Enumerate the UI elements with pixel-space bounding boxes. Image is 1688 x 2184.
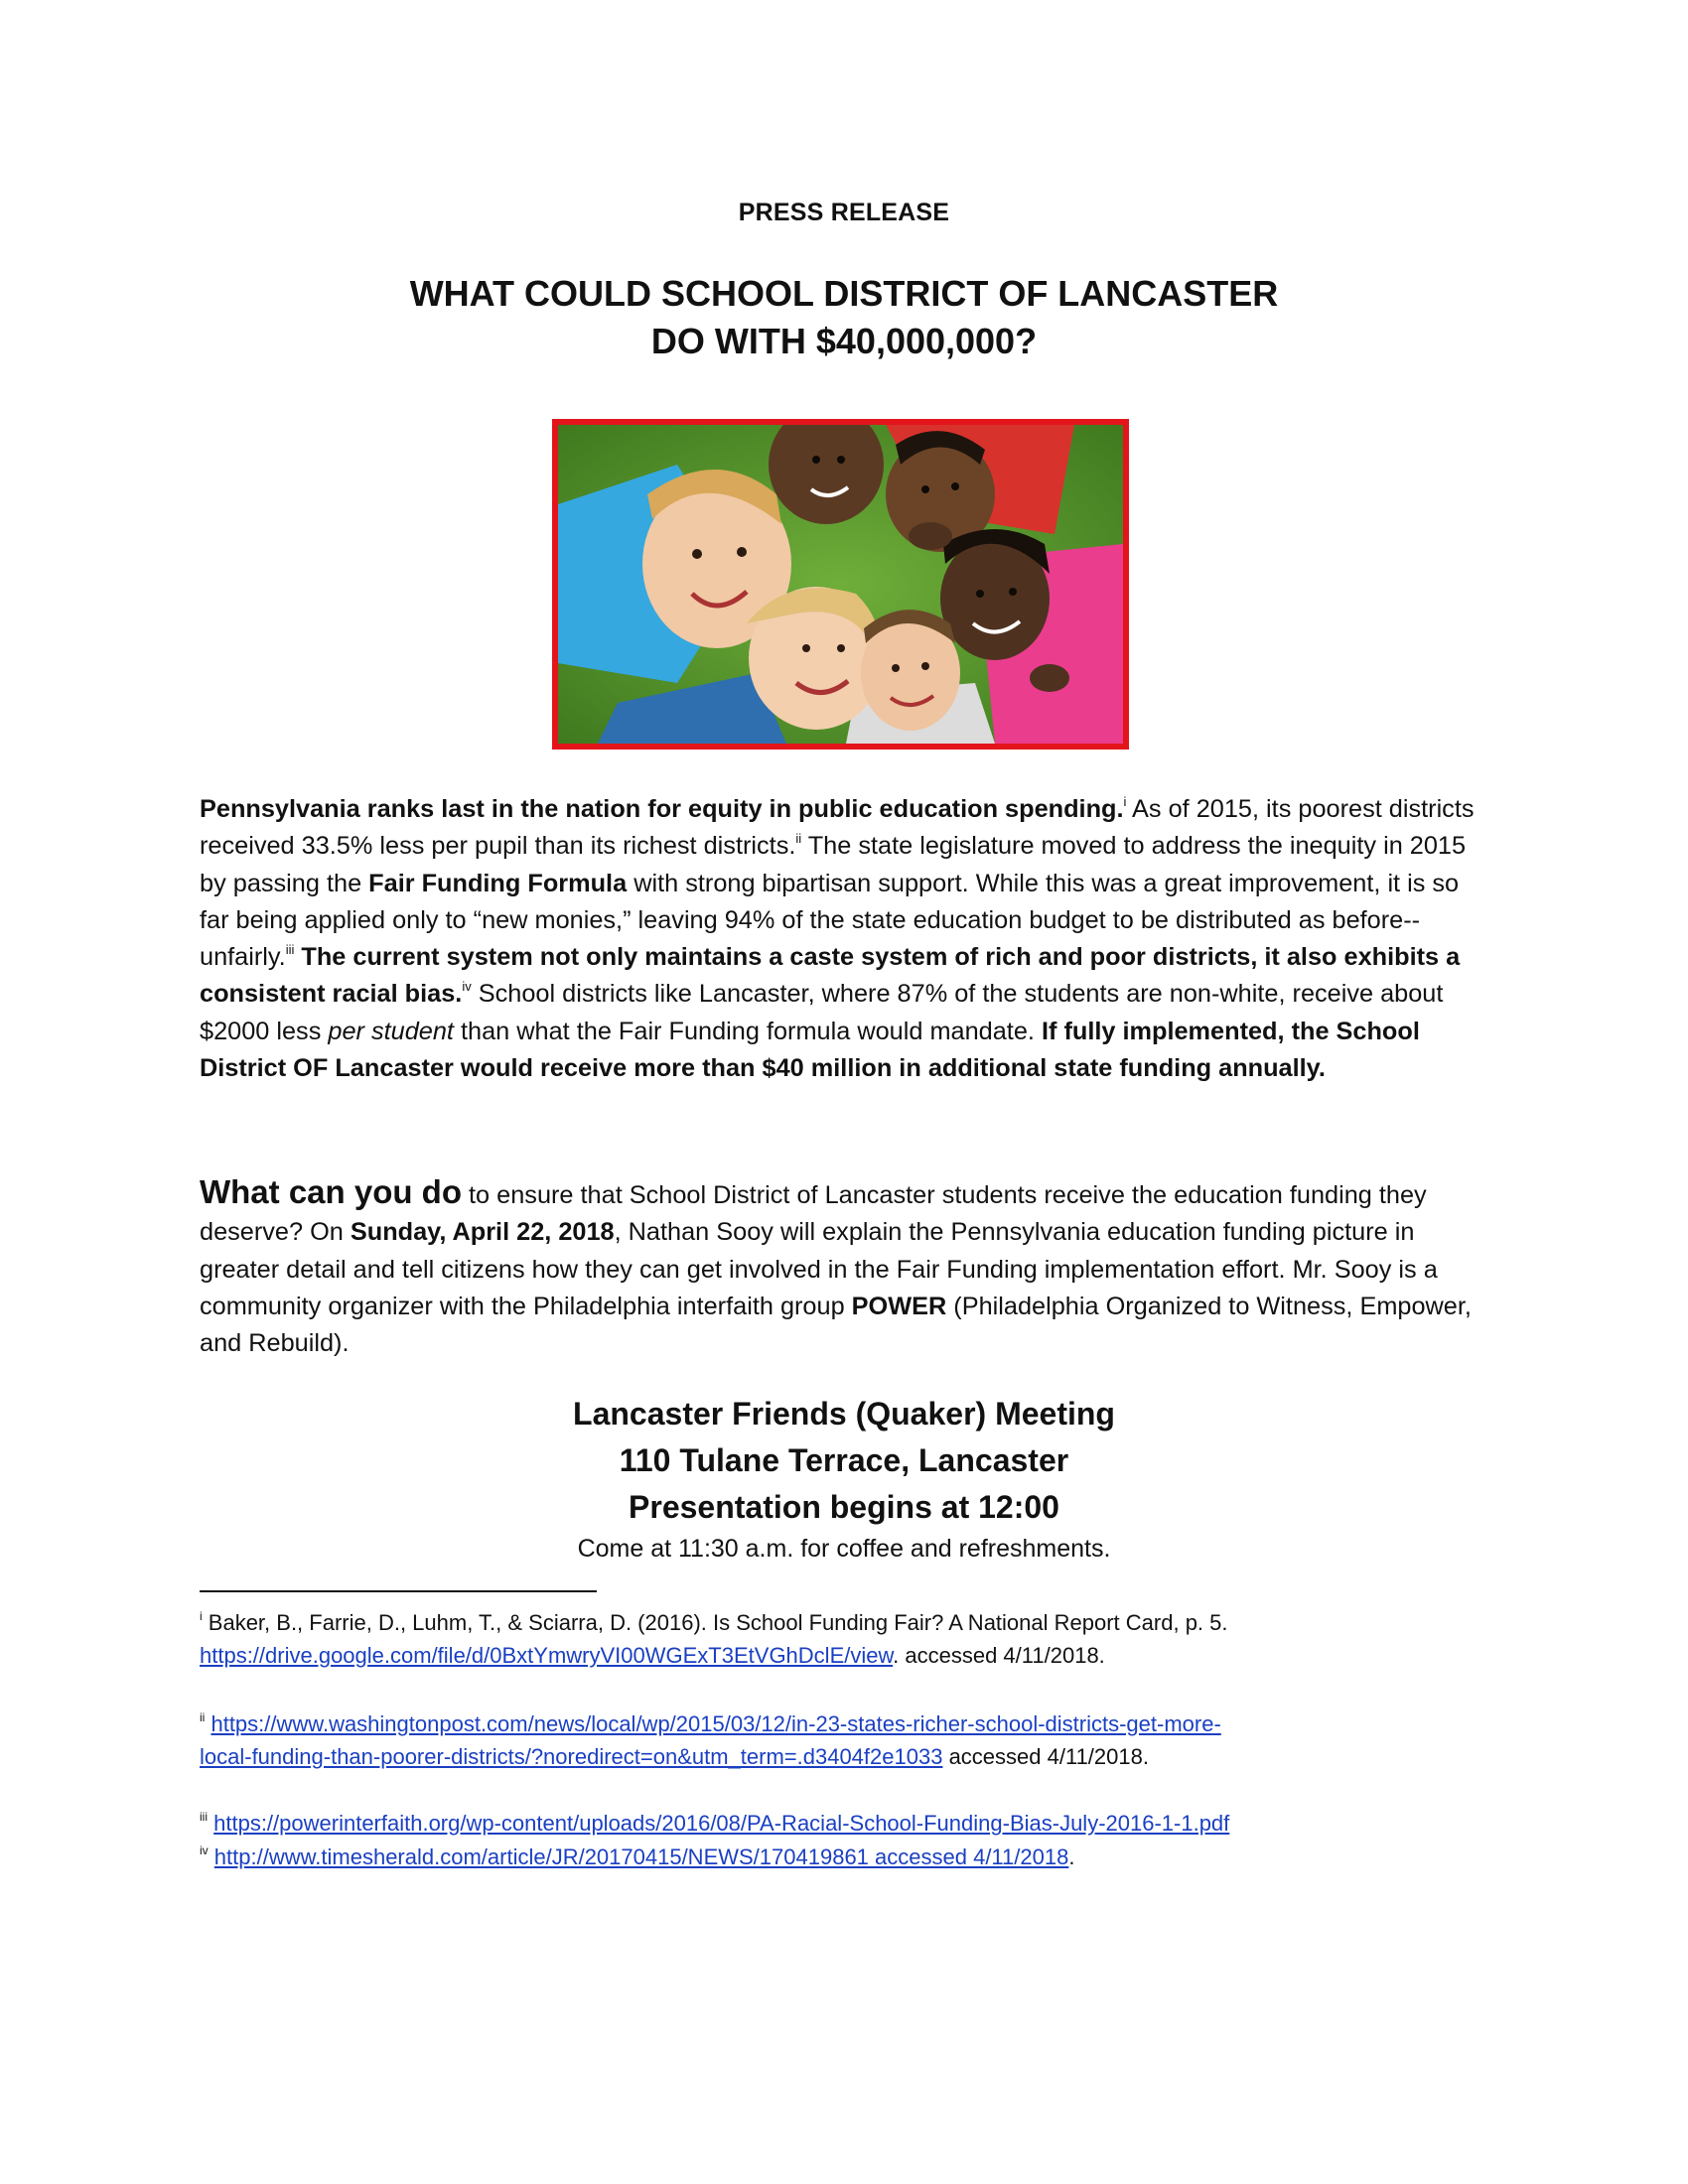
footnote-2-accessed: accessed 4/11/2018.	[942, 1744, 1149, 1769]
per-student-emphasis: per student	[328, 1017, 454, 1045]
headline	[0, 270, 1688, 365]
funding-conclusion: If fully implemented, the School District OF Lancaster would receive more than $40 million in additional state funding annually.	[200, 1017, 1420, 1083]
footnote-1-text: Baker, B., Farrie, D., Luhm, T., & Sciarra, D. (2016). Is School Funding Fair? A National Report Card, p. 5.	[202, 1610, 1228, 1635]
footnote-2	[200, 1707, 1490, 1773]
footnote-ref-ii[interactable]: ii	[795, 831, 802, 847]
footnote-ref-i[interactable]: i	[1123, 794, 1127, 809]
p2-text-1: to ensure that School District of Lancaster students receive the education funding they deserve? On	[200, 1181, 1427, 1247]
footnote-3-marker: iii	[200, 1810, 208, 1824]
p1-text-5: with strong bipartisan support. While this was a great improvement, it is so far being applied only to “new monies,” leaving 94% of the state education budget to be distributed as before--unfairly.	[200, 869, 1460, 972]
p1-text-2: As of 2015, its poorest districts received 33.5% less per pupil than its richest districts.	[200, 795, 1475, 861]
footnote-2-link-line-1[interactable]: https://www.washingtonpost.com/news/local/wp/2015/03/12/in-23-states-richer-school-districts-get-more-	[211, 1711, 1221, 1736]
p1-text-9: than what the Fair Funding formula would mandate.	[453, 1017, 1042, 1045]
body-paragraph-1	[200, 791, 1490, 1087]
headline-line-2: DO WITH $40,000,000?	[650, 321, 1038, 361]
footnote-1-link[interactable]: https://drive.google.com/file/d/0BxtYmwryVI00WGExT3EtVGhDclE/view	[200, 1643, 894, 1668]
footnote-ref-iii[interactable]: iii	[285, 942, 295, 958]
children-circle-illustration	[558, 425, 1123, 744]
event-address: 110 Tulane Terrace, Lancaster	[619, 1442, 1069, 1478]
event-date: Sunday, April 22, 2018	[350, 1218, 615, 1247]
fair-funding-formula: Fair Funding Formula	[368, 869, 628, 897]
event-note: Come at 11:30 a.m. for coffee and refreshments.	[577, 1535, 1111, 1563]
footnote-4-period: .	[1068, 1844, 1075, 1869]
footnote-1-marker: i	[200, 1609, 203, 1623]
footnote-4-link[interactable]: http://www.timesherald.com/article/JR/20170415/NEWS/170419861 accessed 4/11/2018	[213, 1844, 1069, 1869]
what-can-you-do-lead: What can you do	[200, 1173, 462, 1210]
p2-text-2: , Nathan Sooy will explain the Pennsylvania education funding picture in greater detail and tell citizens how they can get involved in the Fair Funding implementation effort. Mr. Sooy is a community organizer with the Philadelphia interfaith group	[200, 1218, 1438, 1320]
footnote-divider	[200, 1590, 597, 1592]
p1-text-3: The state legislature moved to address the inequity in 2015 by passing the	[200, 832, 1467, 897]
body-paragraph-2	[200, 1173, 1490, 1362]
footnote-1-accessed: . accessed 4/11/2018.	[893, 1643, 1105, 1668]
org-name: POWER	[851, 1292, 947, 1320]
footnote-2-marker: ii	[200, 1710, 206, 1724]
footnote-2-link-line-2[interactable]: local-funding-than-poorer-districts/?noredirect=on&utm_term=.d3404f2e1033	[200, 1744, 943, 1769]
p2-text-3: (Philadelphia Organized to Witness, Empower, and Rebuild).	[200, 1292, 1472, 1358]
footnote-4	[200, 1841, 1490, 1873]
press-release-label: PRESS RELEASE	[738, 199, 950, 226]
footnote-3-link[interactable]: https://powerinterfaith.org/wp-content/uploads/2016/08/PA-Racial-School-Funding-Bias-July-2016-1-1.pdf	[213, 1811, 1230, 1836]
event-time: Presentation begins at 12:00	[629, 1489, 1059, 1525]
footnote-ref-iv[interactable]: iv	[462, 979, 472, 995]
children-photo	[552, 419, 1129, 750]
event-venue: Lancaster Friends (Quaker) Meeting	[573, 1396, 1115, 1432]
footnote-4-marker: iv	[200, 1843, 209, 1857]
lead-statement: Pennsylvania ranks last in the nation for equity in public education spending.	[200, 795, 1124, 823]
footnote-1	[200, 1606, 1490, 1672]
event-details	[0, 1391, 1688, 1567]
headline-line-1: WHAT COULD SCHOOL DISTRICT OF LANCASTER	[409, 273, 1279, 314]
caste-system-statement: The current system not only maintains a caste system of rich and poor districts, it also exhibits a consistent racial bias.	[200, 943, 1461, 1009]
p1-text-7: School districts like Lancaster, where 87% of the students are non-white, receive about $2000 less	[200, 980, 1444, 1045]
footnote-3	[200, 1807, 1490, 1840]
